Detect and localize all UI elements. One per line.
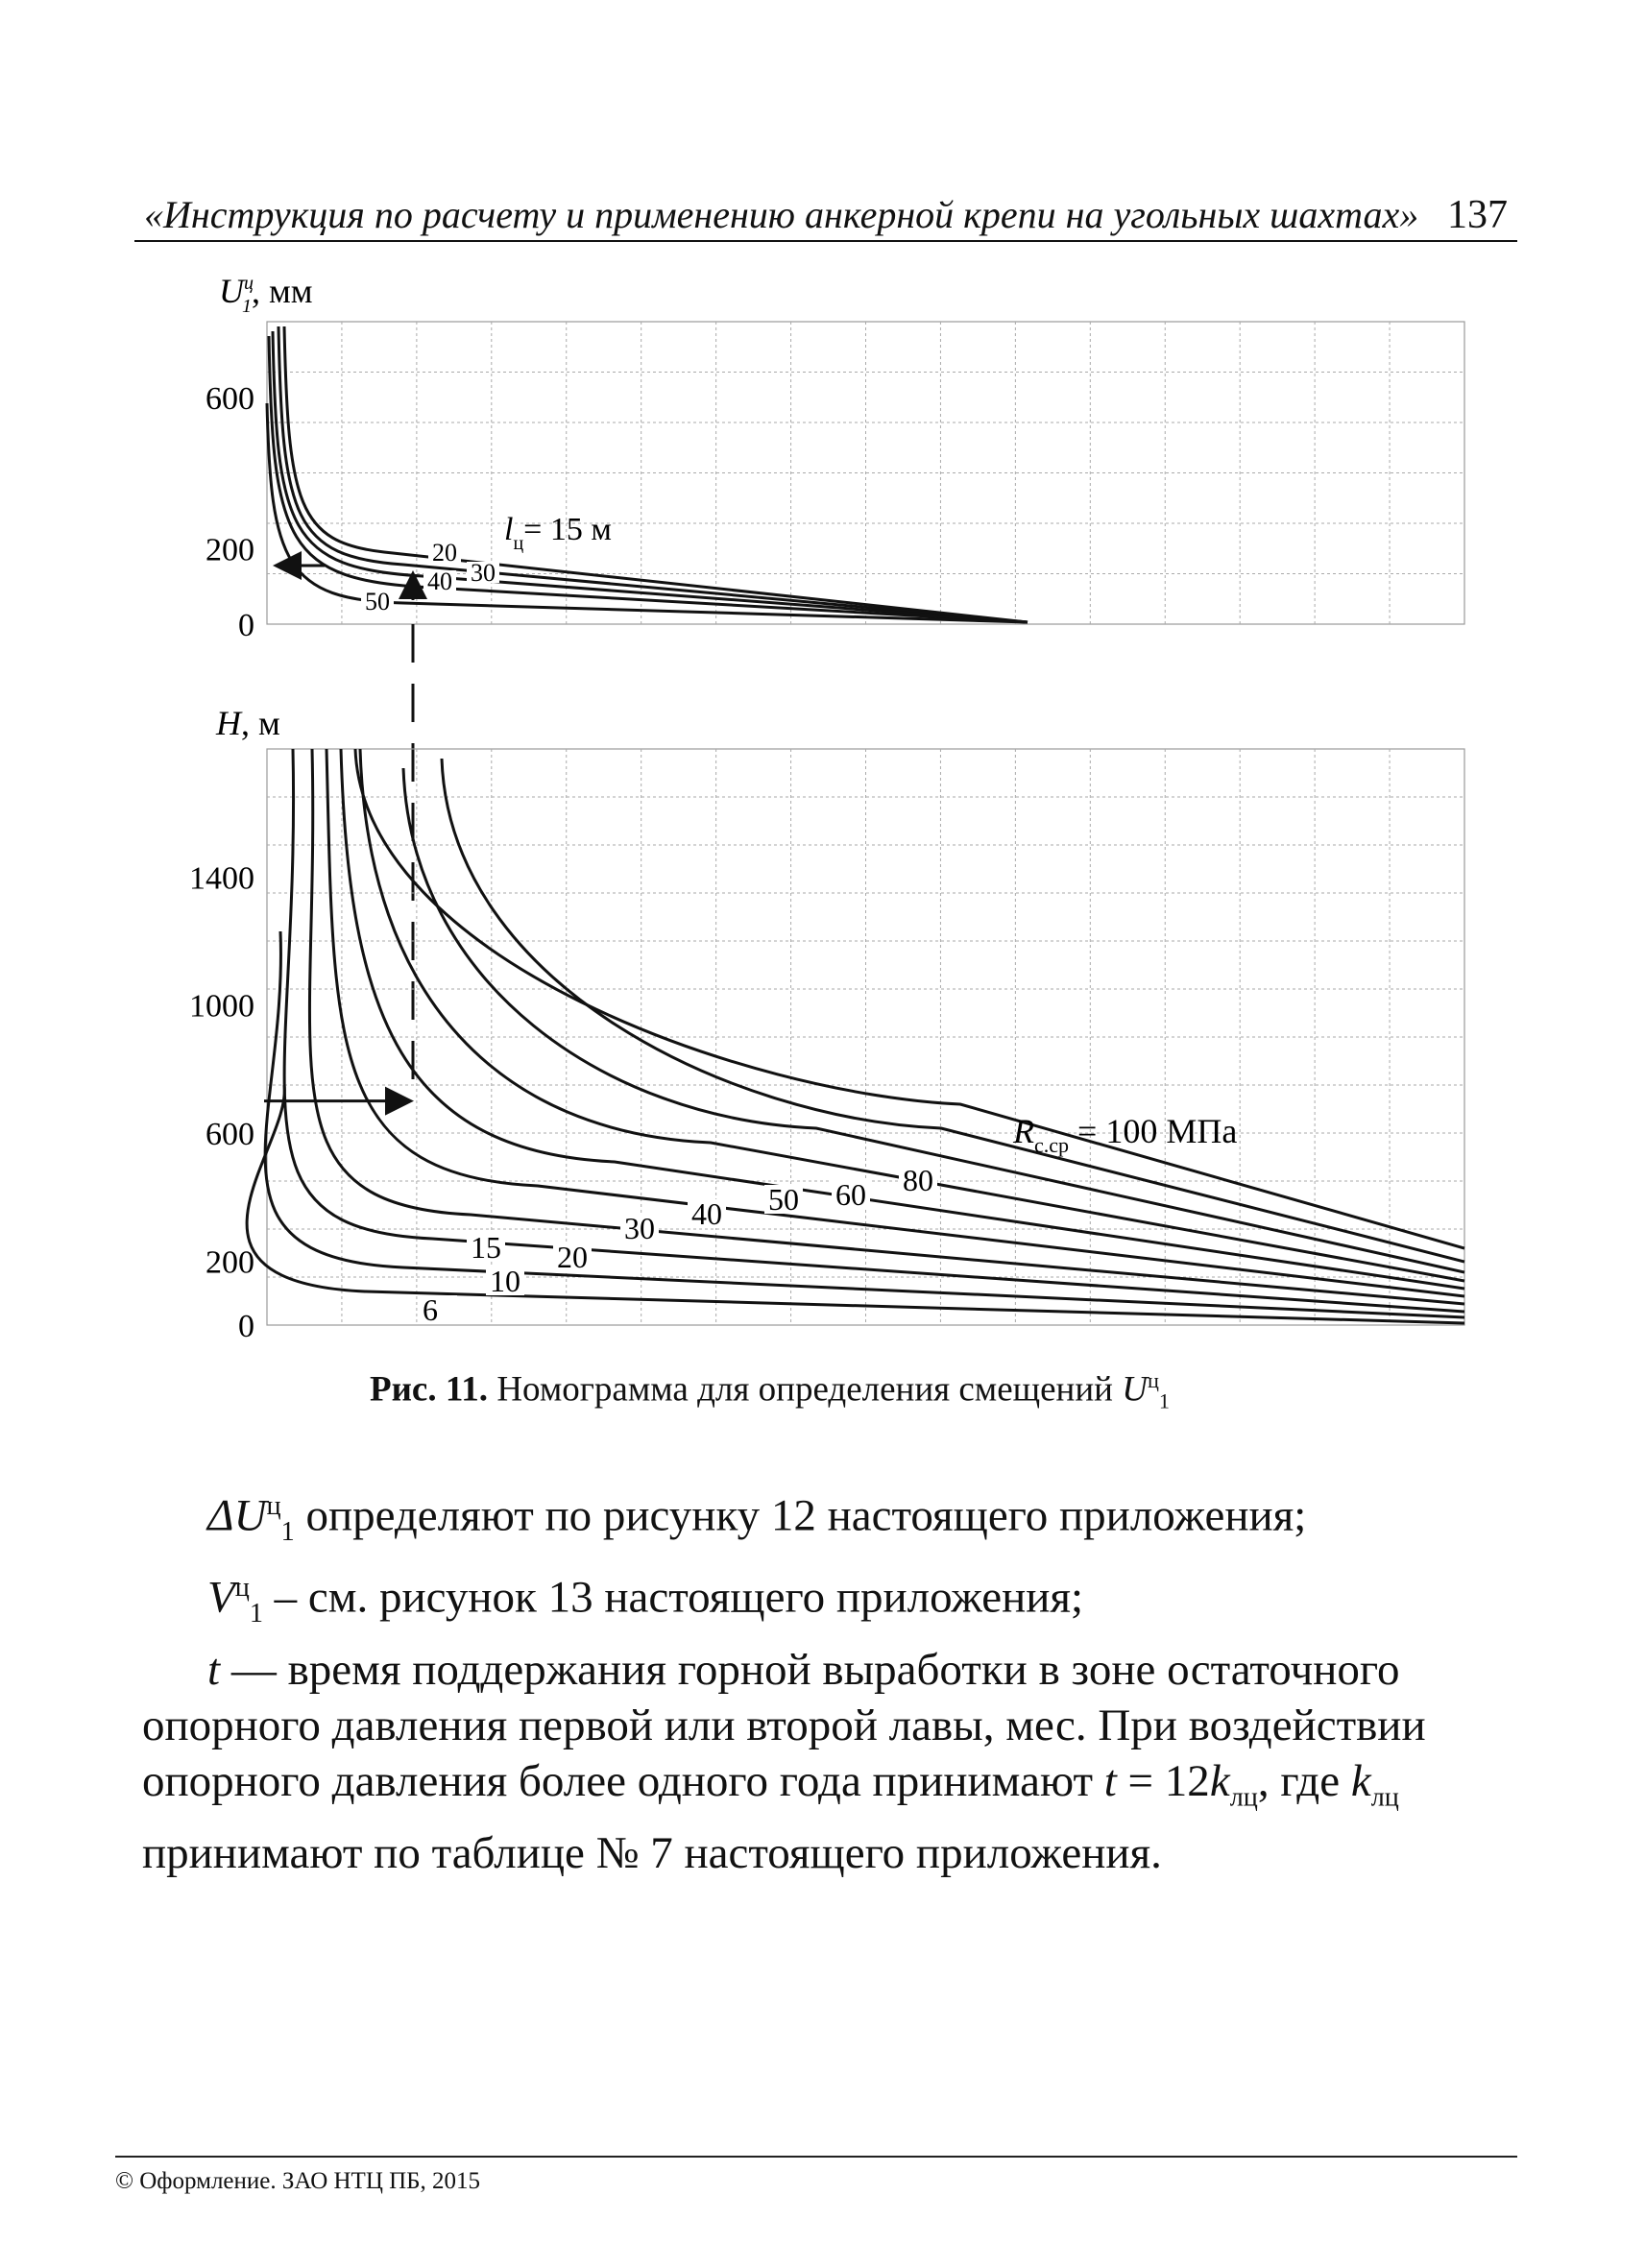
bottom-chart-curve-labels (419, 1163, 937, 1327)
bottom-curve-60 (403, 768, 1464, 1272)
caption-label: Рис. 11. (370, 1369, 489, 1410)
top-curve-label-40: 40 (427, 567, 452, 595)
top-chart-y-tick-label: 600 (206, 380, 254, 417)
bottom-curve-label-80: 80 (903, 1163, 933, 1197)
body-text (142, 1479, 1515, 1881)
caption-text: Номограмма для определения смещений (496, 1369, 1113, 1410)
caption-symbol-sub: 1 (1158, 1388, 1170, 1413)
caption-symbol-sup: ц (1147, 1368, 1159, 1392)
bottom-chart-y-ticks (189, 860, 254, 1344)
top-curve-label-15: $l_ц= 15$ м (504, 512, 612, 554)
footer-copyright: © Оформление. ЗАО НТЦ ПБ, 2015 (115, 2168, 481, 2194)
top-chart-y-axis-label: $U^ц$ 1, мм (219, 272, 313, 317)
bottom-chart-y-tick-label: 0 (238, 1309, 254, 1344)
bottom-curve-label-30: 30 (624, 1211, 655, 1245)
bottom-curve-40 (341, 749, 1464, 1289)
bottom-chart-y-tick-label: 1400 (189, 860, 254, 897)
bottom-chart-y-tick-label: 1000 (189, 988, 254, 1025)
top-curve-15 (284, 326, 1028, 622)
page-number: 137 (1447, 193, 1508, 237)
top-curve-label-20: 20 (432, 539, 457, 567)
footer-rule (115, 2156, 1517, 2158)
bottom-chart-curves (247, 749, 1464, 1323)
bottom-curve-label-40: 40 (691, 1196, 722, 1231)
paragraph-delta-u: $\Delta U^ц_1$ определяют по рисунку 12 настоящего приложения; (207, 1490, 1307, 1548)
top-curve-20 (278, 326, 1028, 622)
top-chart-curves (267, 326, 1028, 622)
bottom-chart (189, 704, 1464, 1344)
top-chart-y-ticks (206, 381, 254, 643)
bottom-curve-label-60: 60 (835, 1177, 866, 1212)
top-curve-40 (269, 336, 1028, 622)
bottom-curve-label-50: 50 (768, 1182, 799, 1217)
paragraph-v: $V^ц_1$ – см. рисунок 13 настоящего приложения; (207, 1572, 1084, 1629)
bottom-chart-y-axis-label: H, м (216, 704, 280, 742)
top-curve-label-30: 30 (471, 559, 496, 587)
bottom-chart-y-tick-label: 600 (206, 1117, 254, 1152)
bottom-curve-label-20: 20 (557, 1240, 588, 1274)
bottom-curve-label-6: 6 (423, 1292, 438, 1327)
bottom-curve-30 (327, 749, 1464, 1296)
caption-symbol: U (1122, 1369, 1148, 1410)
bottom-curve-10 (265, 931, 1464, 1317)
bottom-curve-label-10: 10 (490, 1264, 520, 1298)
top-curve-label-50: 50 (365, 588, 390, 615)
bottom-curve-label-100: $R_{с.ср} = 100$ МПа (1013, 1112, 1238, 1157)
top-curve-30 (273, 331, 1028, 622)
paragraph-t: t — время поддержания горной выработки в зоне остаточного опорного давления первой или второй лавы, мес. При воздействии опорного давления более одного года принимают $t = 12k_{лц}$, где $k_{лц}$ принимают по таблице № 7 настоящего приложения. (142, 1645, 1426, 1879)
top-chart-y-tick-label: 0 (238, 608, 254, 643)
header-title: «Инструкция по расчету и применению анкерной крепи на угольных шахтах» (144, 193, 1419, 236)
top-chart-y-tick-label: 200 (206, 532, 254, 568)
bottom-curve-20 (309, 749, 1464, 1304)
bottom-chart-y-tick-label: 200 (206, 1244, 254, 1281)
bottom-curve-label-15: 15 (471, 1230, 501, 1265)
top-chart (206, 272, 1464, 643)
figure-caption (370, 1368, 1170, 1414)
